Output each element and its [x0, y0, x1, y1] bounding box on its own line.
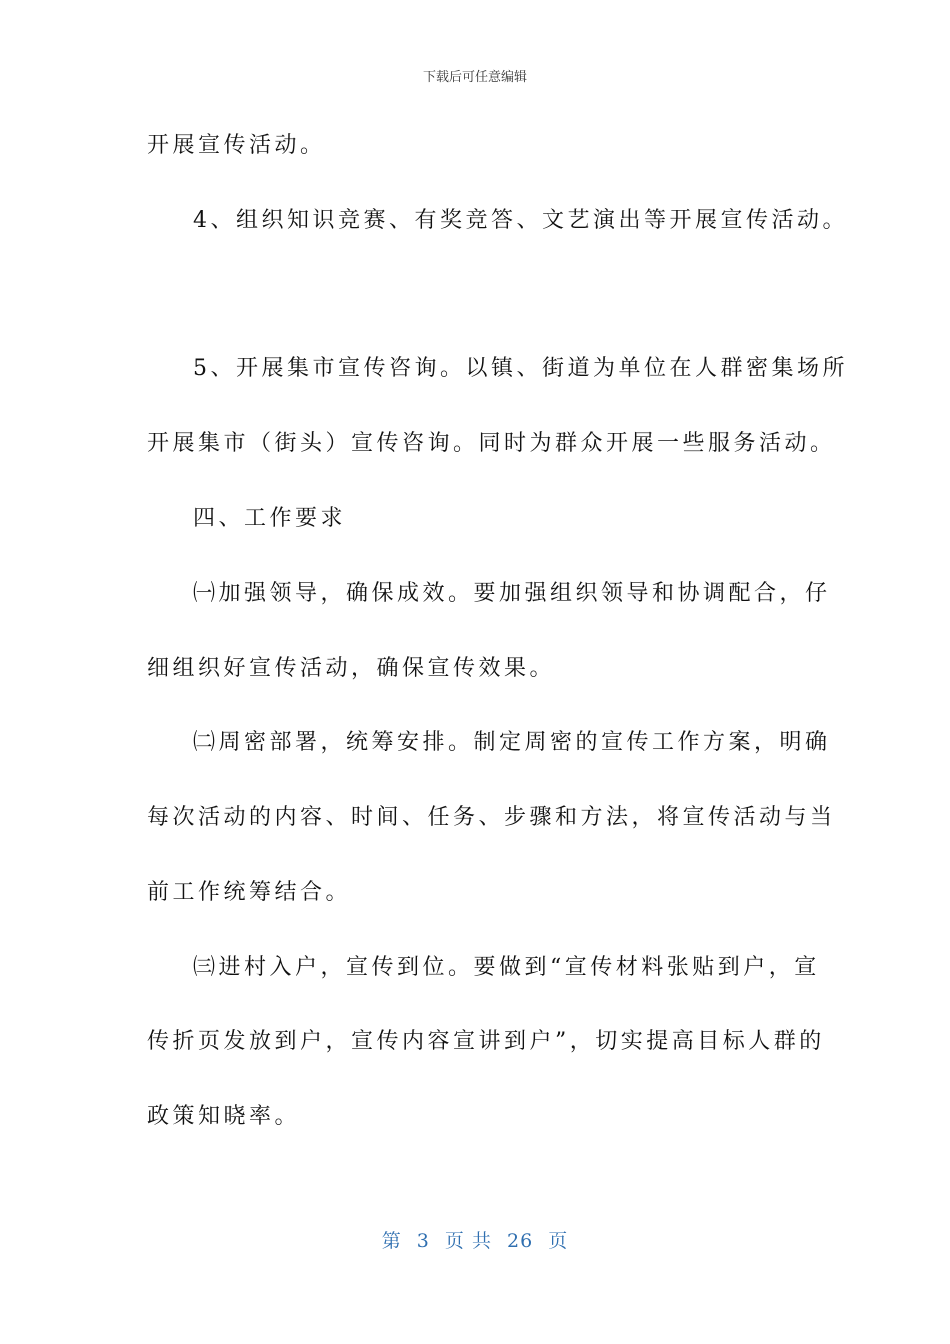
paragraph-line: 开展宣传活动。 [147, 133, 326, 158]
paragraph-line: 开展集市（街头）宣传咨询。同时为群众开展一些服务活动。 [147, 431, 836, 456]
paragraph-line: 4、组织知识竞赛、有奖竞答、文艺演出等开展宣传活动。 [193, 208, 848, 233]
paragraph-line: ㈢进村入户，宣传到位。要做到“宣传材料张贴到户，宣 [193, 955, 820, 980]
current-page-number: 3 [416, 1230, 430, 1252]
footer-middle: 页 共 [444, 1230, 492, 1252]
paragraph-line: 每次活动的内容、时间、任务、步骤和方法，将宣传活动与当 [147, 805, 836, 830]
paragraph-line: 政策知晓率。 [147, 1104, 301, 1129]
paragraph-line: 传折页发放到户，宣传内容宣讲到户”，切实提高目标人群的 [147, 1029, 825, 1054]
footer-suffix: 页 [548, 1230, 569, 1252]
footer-prefix: 第 [381, 1230, 402, 1252]
paragraph-line: 5、开展集市宣传咨询。以镇、街道为单位在人群密集场所 [193, 356, 848, 381]
paragraph-line: ㈡周密部署，统筹安排。制定周密的宣传工作方案，明确 [193, 730, 831, 755]
page-header-note: 下载后可任意编辑 [422, 70, 527, 85]
page-number-footer [0, 1226, 950, 1253]
paragraph-line: 细组织好宣传活动，确保宣传效果。 [147, 656, 556, 681]
total-pages-number: 26 [507, 1230, 534, 1252]
paragraph-line: 前工作统筹结合。 [147, 880, 352, 905]
paragraph-line: ㈠加强领导，确保成效。要加强组织领导和协调配合，仔 [193, 581, 831, 606]
section-heading: 四、工作要求 [193, 506, 347, 531]
